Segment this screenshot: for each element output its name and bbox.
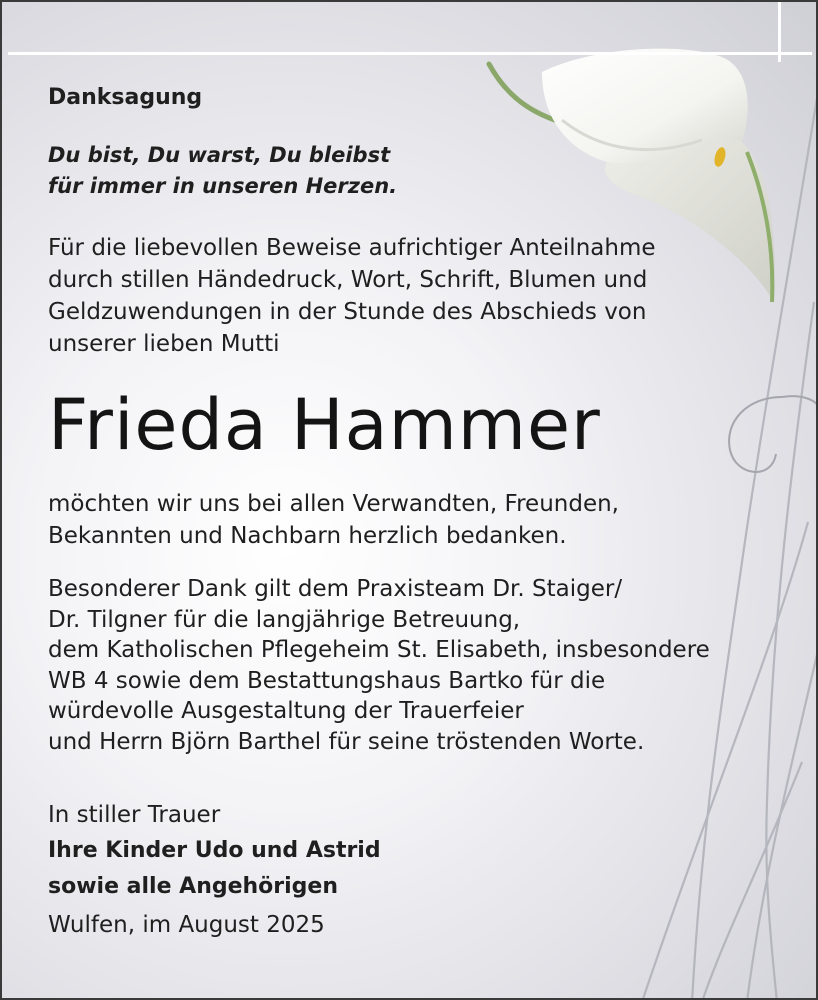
signatory-line: sowie alle Angehörigen (48, 874, 339, 899)
place-date: Wulfen, im August 2025 (48, 912, 325, 938)
intro-line: Für die liebevollen Beweise aufrichtiger Anteilnahme (48, 235, 656, 261)
signature-block (48, 797, 381, 905)
intro-line: durch stillen Händedruck, Wort, Schrift, Blumen und (48, 267, 648, 293)
special-thanks-paragraph (48, 574, 710, 757)
closing-line: In stiller Trauer (48, 802, 221, 828)
special-thanks-line: und Herrn Björn Barthel für seine tröstenden Worte. (48, 728, 645, 755)
special-thanks-line: WB 4 sowie dem Bestattungshaus Bartko für die (48, 667, 606, 694)
thanks-line: Bekannten und Nachbarn herzlich bedanken. (48, 523, 567, 549)
motto (48, 140, 397, 202)
intro-line: unserer lieben Mutti (48, 331, 280, 357)
intro-line: Geldzuwendungen in der Stunde des Abschieds von (48, 299, 647, 325)
thanks-line: möchten wir uns bei allen Verwandten, Freunden, (48, 491, 619, 517)
frame-line-top (8, 52, 812, 55)
heading: Danksagung (48, 85, 203, 110)
intro-paragraph (48, 232, 656, 360)
special-thanks-line: Besonderer Dank gilt dem Praxisteam Dr. Staiger/ (48, 576, 623, 602)
special-thanks-line: dem Katholischen Pflegeheim St. Elisabeth, insbesondere (48, 637, 710, 663)
special-thanks-line: würdevolle Ausgestaltung der Trauerfeier (48, 698, 524, 724)
motto-line: Du bist, Du warst, Du bleibst (48, 143, 391, 167)
special-thanks-line: Dr. Tilgner für die langjährige Betreuung, (48, 606, 521, 633)
thanks-paragraph (48, 488, 619, 552)
deceased-name: Frieda Hammer (48, 384, 601, 466)
frame-line-right (778, 2, 781, 62)
signatory-line: Ihre Kinder Udo und Astrid (48, 838, 381, 863)
motto-line: für immer in unseren Herzen. (48, 174, 398, 198)
